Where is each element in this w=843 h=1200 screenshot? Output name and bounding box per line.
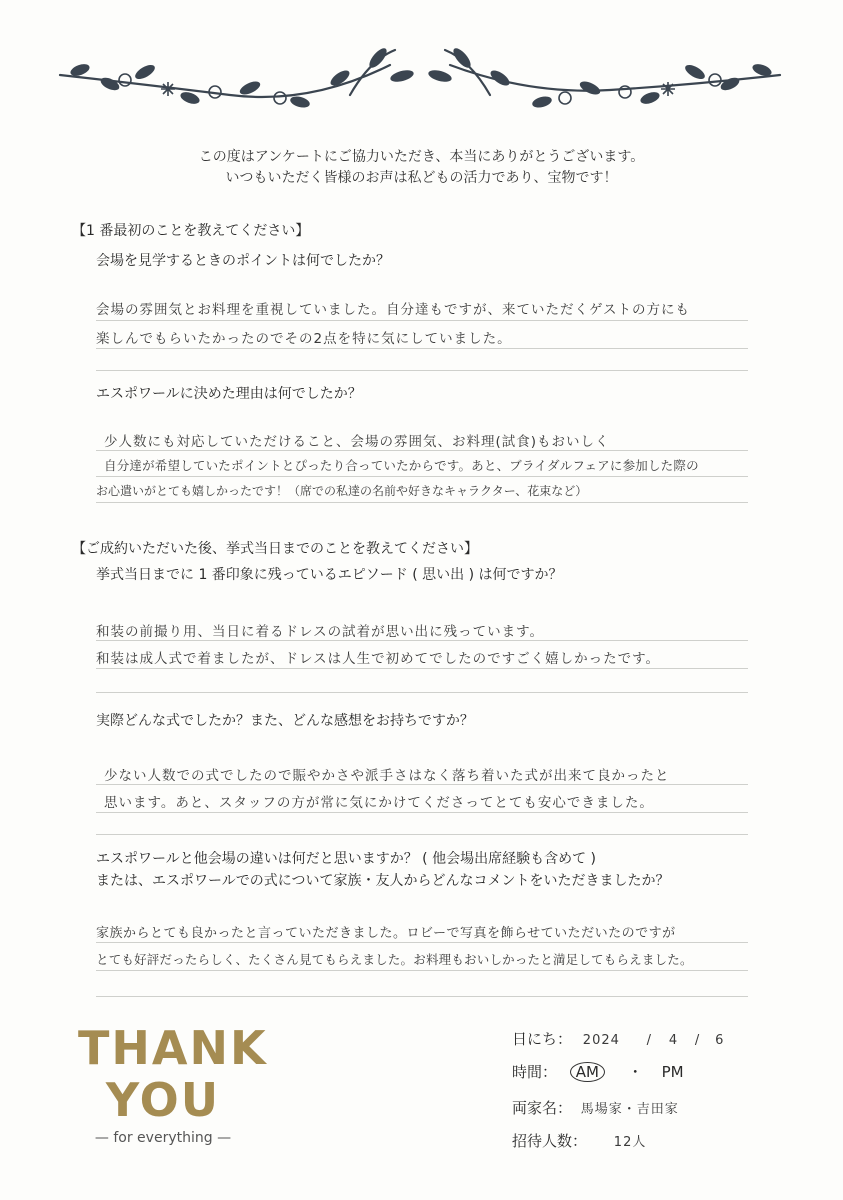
answer-reason bbox=[96, 420, 748, 510]
question-differences-line-1: エスポワールと他会場の違いは何だと思いますか？ ( 他会場出席経験も含めて ) bbox=[96, 851, 596, 867]
rule-line bbox=[96, 502, 748, 503]
answer-line: 少ない人数での式でしたので賑やかさや派手さはなく落ち着いた式が出来て良かったと bbox=[104, 768, 670, 784]
time-row bbox=[512, 1061, 684, 1082]
answer-line: 少人数にも対応していただけること、会場の雰囲気、お料理(試食)もおいしく bbox=[104, 434, 610, 450]
answer-line: 和装の前撮り用、当日に着るドレスの試着が思い出に残っています。 bbox=[96, 624, 545, 640]
thank-you-line-1: THANK bbox=[78, 1021, 268, 1075]
rule-line bbox=[96, 784, 748, 785]
thank-you-subtitle: — for everything — bbox=[94, 1130, 232, 1146]
answer-line: 楽しんでもらいたかったのでその2点を特に気にしていました。 bbox=[96, 331, 512, 347]
question-venue-points: 会場を見学するときのポイントは何でしたか？ bbox=[96, 253, 390, 269]
date-row bbox=[512, 1028, 724, 1049]
answer-differences bbox=[96, 910, 748, 1000]
answer-line: 思います。あと、スタッフの方が常に気にかけてくださってとても安心できました。 bbox=[104, 795, 654, 811]
date-separator: / bbox=[694, 1033, 701, 1048]
answer-line: 家族からとても良かったと言っていただきました。ロビーで写真を飾らせていただいたのですが bbox=[96, 926, 676, 941]
families-row bbox=[512, 1097, 679, 1118]
rule-line bbox=[96, 370, 748, 371]
question-memorable-episode: 挙式当日までに 1 番印象に残っているエピソード ( 思い出 ) は何ですか？ bbox=[96, 567, 563, 583]
answer-line: お心遣いがとても嬉しかったです！（席での私達の名前や好きなキャラクター、花束など） bbox=[96, 484, 588, 498]
time-separator: ・ bbox=[627, 1063, 643, 1081]
rule-line bbox=[96, 476, 748, 477]
intro-line-2: いつもいただく皆様のお声は私どもの活力であり、宝物です！ bbox=[225, 170, 618, 186]
rule-line bbox=[96, 996, 748, 997]
time-am-selected: AM bbox=[570, 1062, 605, 1082]
rule-line bbox=[96, 348, 748, 349]
families-label: 両家名： bbox=[512, 1099, 573, 1117]
intro-line-1: この度はアンケートにご協力いただき、本当にありがとうございます。 bbox=[198, 149, 645, 165]
date-separator: / bbox=[646, 1033, 653, 1048]
answer-memorable-episode bbox=[96, 612, 748, 692]
answer-ceremony-impression bbox=[96, 754, 748, 834]
floral-garland-decoration bbox=[50, 40, 790, 120]
date-year: 2024 bbox=[582, 1033, 620, 1048]
answer-line: 自分達が希望していたポイントとぴったり合っていたからです。あと、ブライダルフェアに参加した際の bbox=[104, 458, 699, 473]
answer-venue-points bbox=[96, 290, 748, 370]
time-label: 時間： bbox=[512, 1063, 558, 1081]
rule-line bbox=[96, 812, 748, 813]
rule-line bbox=[96, 640, 748, 641]
rule-line bbox=[96, 942, 748, 943]
families-value: 馬場家・吉田家 bbox=[580, 1102, 679, 1117]
section-2-title: 【ご成約いただいた後、挙式当日までのことを教えてください】 bbox=[72, 541, 478, 557]
question-reason: エスポワールに決めた理由は何でしたか？ bbox=[96, 386, 362, 402]
guests-value: 12人 bbox=[613, 1135, 647, 1150]
time-pm: PM bbox=[661, 1063, 684, 1081]
rule-line bbox=[96, 692, 748, 693]
answer-line: とても好評だったらしく、たくさん見てもらえました。お料理もおいしかったと満足してもらえました。 bbox=[96, 952, 693, 967]
rule-line bbox=[96, 320, 748, 321]
rule-line bbox=[96, 450, 748, 451]
question-differences-line-2: または、エスポワールでの式について家族・友人からどんなコメントをいただきましたか？ bbox=[96, 873, 670, 889]
answer-line: 和装は成人式で着ましたが、ドレスは人生で初めてでしたのですごく嬉しかったです。 bbox=[96, 651, 661, 667]
section-1-title: 【1 番最初のことを教えてください】 bbox=[72, 223, 310, 239]
thank-you-logo bbox=[78, 1021, 268, 1146]
date-month: 4 bbox=[668, 1033, 679, 1048]
date-day: 6 bbox=[715, 1033, 725, 1048]
rule-line bbox=[96, 834, 748, 835]
thank-you-line-2: YOU bbox=[105, 1073, 221, 1127]
question-ceremony-impression: 実際どんな式でしたか？また、どんな感想をお持ちですか？ bbox=[96, 713, 474, 729]
guests-row bbox=[512, 1130, 646, 1151]
date-label: 日にち： bbox=[512, 1030, 573, 1048]
guests-label: 招待人数： bbox=[512, 1132, 588, 1150]
rule-line bbox=[96, 970, 748, 971]
answer-line: 会場の雰囲気とお料理を重視していました。自分達もですが、来ていただくゲストの方にも bbox=[96, 302, 690, 318]
rule-line bbox=[96, 668, 748, 669]
